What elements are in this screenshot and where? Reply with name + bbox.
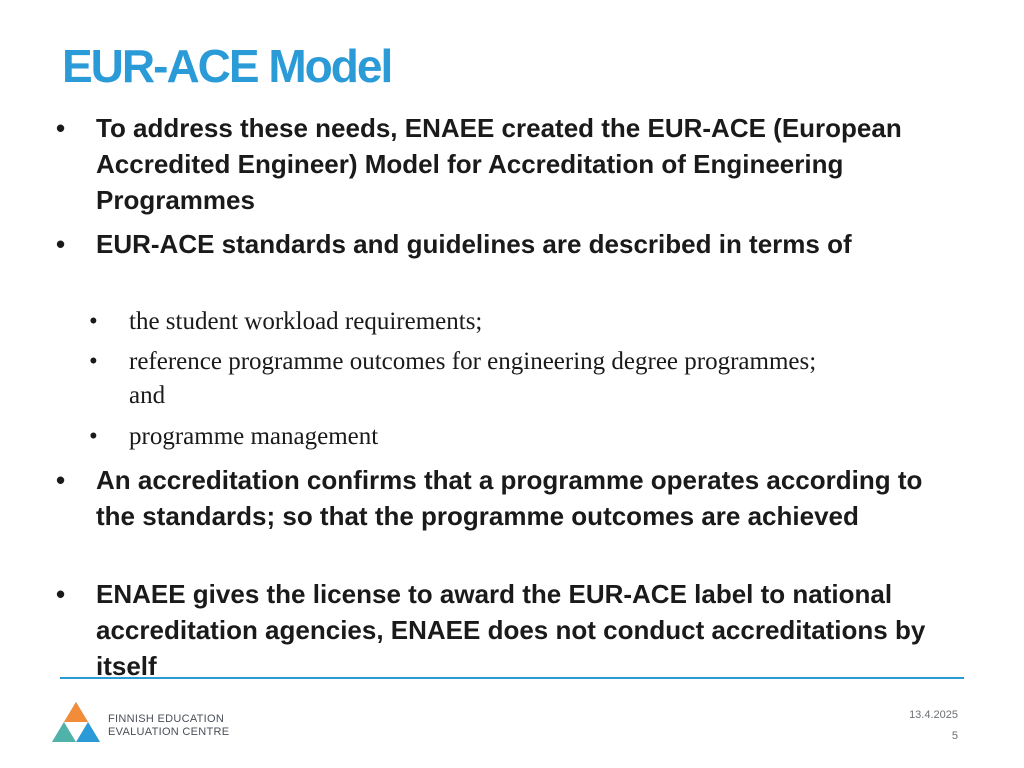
sub-bullet-text: the student workload requirements;	[129, 308, 483, 335]
bullet-text: An accreditation confirms that a programme operates according to the standards; so that the programme outcomes are achieved	[96, 465, 923, 531]
bullet-item-2	[56, 226, 956, 262]
organization-name-line-2: EVALUATION CENTRE	[108, 726, 230, 738]
sub-bullet-item-1	[89, 305, 929, 339]
bullet-text: EUR-ACE standards and guidelines are described in terms of	[96, 229, 852, 259]
bullet-text: To address these needs, ENAEE created the EUR-ACE (European Accredited Engineer) Model for Accreditation of Engineering Programmes	[96, 113, 902, 215]
sub-bullet-marker: •	[89, 348, 98, 375]
sub-bullet-item-2	[89, 345, 829, 413]
bullet-item-3	[56, 462, 956, 534]
sub-bullet-text: programme management	[129, 423, 379, 450]
bullet-marker: •	[56, 465, 66, 495]
sub-bullet-marker: •	[89, 308, 98, 335]
sub-bullet-item-3	[89, 420, 929, 454]
footer-divider	[60, 677, 964, 679]
organization-name-line-1: FINNISH EDUCATION	[108, 713, 225, 725]
bullet-marker: •	[56, 113, 66, 143]
bullet-marker: •	[56, 229, 66, 259]
bullet-marker: •	[56, 579, 66, 609]
fine-logo-icon	[50, 700, 102, 748]
slide-date: 13.4.2025	[909, 709, 958, 721]
organization-name	[108, 713, 229, 739]
bullet-text: ENAEE gives the license to award the EUR-ACE label to national accreditation agencies, ENAEE does not conduct accreditations by itself	[96, 579, 926, 681]
page-number: 5	[951, 730, 958, 742]
slide-title: EUR-ACE Model	[62, 40, 392, 92]
bullet-item-4	[56, 576, 956, 684]
sub-bullet-marker: •	[89, 423, 98, 450]
sub-bullet-text: reference programme outcomes for engineering degree programmes; and	[129, 348, 817, 409]
bullet-item-1	[56, 110, 956, 218]
